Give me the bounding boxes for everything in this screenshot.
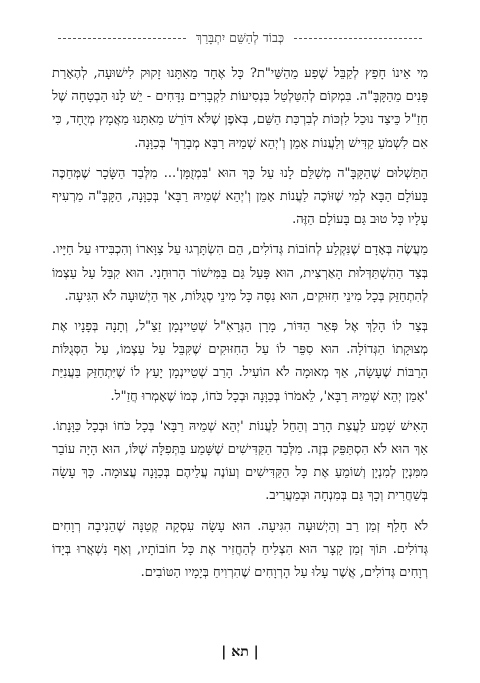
page-number: | תא | (221, 644, 259, 660)
header-title: כְּבוֹד לְהַשֵּׁם יִתְבָּרַךְ (195, 30, 285, 45)
paragraph-2: הַתַּשְׁלוּם שֶׁהַקָּבָּ"ה מְשַׁלֵּם לָנוּ עַל כָּךְ הוּא 'בִּמְזֻמָּן'... מִלְּבַד הַשָּׂכָר שֶׁמְּחַכֶּה בָּעוֹלָם הַבָּא לְמִי שֶׁזּוֹכֶה לַעֲנוֹת אָמֵן וְ'יְהֵא שְׁמֵיהּ רַבָּא' בְּכַוָּנָה, הַקָּבָּ"ה מַרְעִיף עָלָיו כָּל טוּב גַּם בָּעוֹלָם הַזֶּה. (52, 165, 428, 228)
running-header (58, 30, 422, 46)
paragraph-3: מַעֲשֶׂה בְּאָדָם שֶׁנִּקְלַע לְחוֹבוֹת גְּדוֹלִים, הֵם הִשְׂתָּרְגוּ עַל צַוָּארוֹ וְהִכְבִּידוּ עַל חַיָּיו. בְּצַד הַהִשְׁתַּדְּלוּת הָאַרְצִית, הוּא פָּעַל גַּם בַּמִּישׁוֹר הָרוּחָנִי. הוּא קִבֵּל עַל עַצְמוֹ לְהִתְחַזֵּק בְּכָל מִינֵי חִזּוּקִים, הוּא נִסָּה כָּל מִינֵי סְגֻלּוֹת, אַךְ הַיְשׁוּעָה לֹא הִגִּיעָה. (52, 242, 428, 304)
body-text (52, 62, 428, 591)
paragraph-1: מִי אֵינוֹ חָפֵץ לְקַבֵּל שֶׁפַע מֵהַשֵּׁי"ת? כָּל אֶחָד מֵאִתָּנוּ זָקוּק לִישׁוּעָה, לְהֶאָרַת פָּנִים מֵהַקָּבָּ"ה. בִּמְקוֹם לְהִטַּלְטֵל בִּנְסִיעוֹת לִקְבָרִים נִדָּחִים - יֵשׁ לָנוּ הַבְטָחָה שֶׁל חַזַ"ל כֵּיצַד נוּכַל לִזְכּוֹת לְבִרְכַּת הַשֵּׁם, בְּאֹפֶן שֶׁלֹּא דּוֹרֵשׁ מֵאִתָּנוּ מַאֲמָץ מְיֻחָד, כִּי אִם לִשְׁמֹעַ קַדִּישׁ וְלַעֲנוֹת אָמֵן וְ'יְהֵא שְׁמֵיהּ רַבָּא מְבָרַךְ' בְּכַוָּנָה. (52, 66, 428, 151)
paragraph-6: לֹא חָלַף זְמַן רַב וְהַיְשׁוּעָה הִגִּיעָה. הוּא עָשָׂה עִסְקָה קְטַנָּה שֶׁהֵנִיבָה רְוָחִים גְּדוֹלִים. תּוֹךְ זְמַן קָצָר הוּא הִצְלִיחַ לְהַחֲזִיר אֶת כָּל חוֹבוֹתָיו, וְאַף נִשְׁאֲרוּ בְּיָדוֹ רְוָחִים גְּדוֹלִים, אֲשֶׁר עָלוּ עַל הָרְוָחִים שֶׁהִרְוִיחַ בְּיָמָיו הַטּוֹבִים. (52, 518, 428, 581)
paragraph-4: בְּצַר לוֹ הָלַךְ אֶל פְּאֵר הַדּוֹר, מָרָן הַגְּרָאִ"ל שְׁטֵיינְמָן זַצַ"ל, וְתָנָה בְּפָנָיו אֶת מְצוּקָתוֹ הַגְּדוֹלָה. הוּא סִפֵּר לוֹ עַל הַחִזּוּקִים שֶׁקִּבֵּל עַל עַצְמוֹ, עַל הַסְּגֻלּוֹת הָרַבּוֹת שֶׁעָשָׂה, אַךְ מְאוּמָה לֹא הוֹעִיל. הָרַב שְׁטֵיינְמָן יָעַץ לוֹ שֶׁיִּתְחַזֵּק בַּעֲנִיַּת 'אָמֵן יְהֵא שְׁמֵיהּ רַבָּא', לֵאמֹרוֹ בְּכַוָּנָה וּבְכָל כֹּחוֹ, כְּמוֹ שֶׁאָמְרוּ חֲזַ"ל. (52, 319, 428, 404)
header-rule-right (294, 38, 422, 39)
paragraph-5: הָאִישׁ שָׁמַע לַעֲצַת הָרַב וְהֵחֵל לַעֲנוֹת 'יְהֵא שְׁמֵיהּ רַבָּא' בְּכָל כֹּחוֹ וּבְכָל כַּוָּנָתוֹ. אַךְ הוּא לֹא הִסְתַּפֵּק בְּזֶה. מִלְּבַד הַקַּדִּישִׁים שֶׁשָּׁמַע בַּתְּפִלָּה שֶׁלּוֹ, הוּא הָיָה עוֹבֵר מִמִּנְיָן לְמִנְיָן וְשׁוֹמֵעַ אֶת כָּל הַקַּדִּישִׁים וְעוֹנֶה עֲלֵיהֶם בְּכַוָּנָה עֲצוּמָה. כָּךְ עָשָׂה בְּשַׁחֲרִית וְכָךְ גַּם בְּמִנְחָה וּבְמַעֲרִיב. (52, 418, 428, 504)
header-rule-left (58, 38, 186, 39)
